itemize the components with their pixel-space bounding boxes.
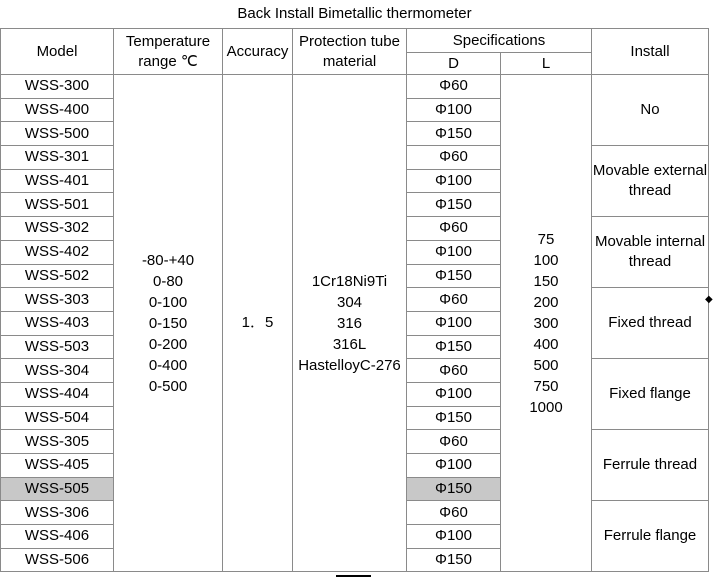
header-material-text: Protection tube material — [299, 32, 400, 70]
header-accuracy: Accuracy — [223, 29, 293, 75]
model-cell: WSS-402 — [1, 240, 114, 264]
length-value: 400 — [533, 335, 559, 353]
model-cell: WSS-504 — [1, 406, 114, 430]
model-cell: WSS-301 — [1, 146, 114, 170]
length-list — [501, 229, 591, 418]
length-value: 100 — [533, 251, 559, 269]
diameter-cell: Φ60 — [407, 430, 501, 454]
diameter-cell: Φ60 — [407, 359, 501, 383]
temperature-range-cell-value: 0-150 — [148, 314, 188, 332]
install-cell: No — [592, 75, 709, 146]
diameter-cell: Φ60 — [407, 146, 501, 170]
install-cell: Movable external thread — [592, 146, 709, 217]
diameter-cell: Φ150 — [407, 406, 501, 430]
install-cell: Ferrule thread — [592, 430, 709, 501]
install-cell: Fixed flange — [592, 359, 709, 430]
temperature-range-cell-value: 0-100 — [148, 293, 188, 311]
material-cell-value: 316L — [332, 335, 367, 353]
diameter-cell: Φ100 — [407, 240, 501, 264]
diameter-cell: Φ100 — [407, 98, 501, 122]
install-cell: Ferrule flange — [592, 501, 709, 572]
diameter-cell: Φ150 — [407, 193, 501, 217]
model-cell: WSS-503 — [1, 335, 114, 359]
temperature-range-cell-value: -80-+40 — [141, 251, 195, 269]
material-cell-value: 304 — [336, 293, 363, 311]
diameter-cell: Φ100 — [407, 311, 501, 335]
model-cell: WSS-300 — [1, 75, 114, 99]
header-specifications: Specifications — [407, 29, 592, 53]
material-cell-value: 316 — [336, 314, 363, 332]
length-value: 150 — [533, 272, 559, 290]
header-install: Install — [592, 29, 709, 75]
model-cell: WSS-502 — [1, 264, 114, 288]
model-cell: WSS-501 — [1, 193, 114, 217]
diameter-cell: Φ150 — [407, 477, 501, 501]
header-protection-tube-material — [293, 29, 407, 75]
model-cell: WSS-505 — [1, 477, 114, 501]
length-value: 200 — [533, 293, 559, 311]
model-cell: WSS-303 — [1, 288, 114, 312]
diameter-cell: Φ60 — [407, 217, 501, 241]
accuracy-cell: 1．5 — [223, 75, 293, 572]
temperature-range-cell-value: 0-200 — [148, 335, 188, 353]
header-model: Model — [1, 29, 114, 75]
table-row — [1, 75, 709, 99]
diameter-cell: Φ100 — [407, 382, 501, 406]
header-l: L — [501, 53, 592, 75]
length-value: 300 — [533, 314, 559, 332]
diameter-cell: Φ60 — [407, 288, 501, 312]
material-cell-value: HastelloyC-276 — [298, 356, 401, 374]
material-cell-value: 1Cr18Ni9Ti — [311, 272, 388, 290]
model-cell: WSS-405 — [1, 454, 114, 478]
material-cell — [293, 75, 407, 572]
length-value: 75 — [537, 230, 555, 248]
temperature-range-cell-value: 0-80 — [152, 272, 184, 290]
table-body — [1, 29, 709, 572]
model-cell: WSS-403 — [1, 311, 114, 335]
temperature-range-cell-value: 0-500 — [148, 377, 188, 395]
temperature-range-cell — [114, 75, 223, 572]
diameter-cell: Φ60 — [407, 501, 501, 525]
model-cell: WSS-404 — [1, 382, 114, 406]
diameter-cell: Φ100 — [407, 454, 501, 478]
model-cell: WSS-506 — [1, 548, 114, 572]
diameter-cell: Φ150 — [407, 548, 501, 572]
header-row-1 — [1, 29, 709, 53]
header-temperature-range — [114, 29, 223, 75]
diameter-cell: Φ100 — [407, 525, 501, 549]
model-cell: WSS-302 — [1, 217, 114, 241]
diameter-cell: Φ150 — [407, 122, 501, 146]
marker-glyph: ◆ — [705, 294, 713, 305]
temperature-range-cell-list — [114, 250, 222, 397]
length-value: 750 — [533, 377, 559, 395]
model-cell: WSS-406 — [1, 525, 114, 549]
spec-table — [0, 28, 709, 572]
header-temperature-range-text: Temperature range ℃ — [125, 32, 211, 70]
model-cell: WSS-305 — [1, 430, 114, 454]
length-value: 1000 — [529, 398, 563, 416]
model-cell: WSS-401 — [1, 169, 114, 193]
diameter-cell: Φ60 — [407, 75, 501, 99]
install-cell: Movable internal thread — [592, 217, 709, 288]
header-d: D — [407, 53, 501, 75]
diameter-cell: Φ150 — [407, 264, 501, 288]
install-cell: Fixed thread — [592, 288, 709, 359]
temperature-range-cell-value: 0-400 — [148, 356, 188, 374]
diameter-cell: Φ100 — [407, 169, 501, 193]
length-value: 500 — [533, 356, 559, 374]
table-caption: Back Install Bimetallic thermometer — [237, 5, 472, 22]
length-cell — [501, 75, 592, 572]
diameter-cell: Φ150 — [407, 335, 501, 359]
model-cell: WSS-500 — [1, 122, 114, 146]
model-cell: WSS-304 — [1, 359, 114, 383]
model-cell: WSS-400 — [1, 98, 114, 122]
model-cell: WSS-306 — [1, 501, 114, 525]
material-cell-list — [293, 271, 406, 376]
